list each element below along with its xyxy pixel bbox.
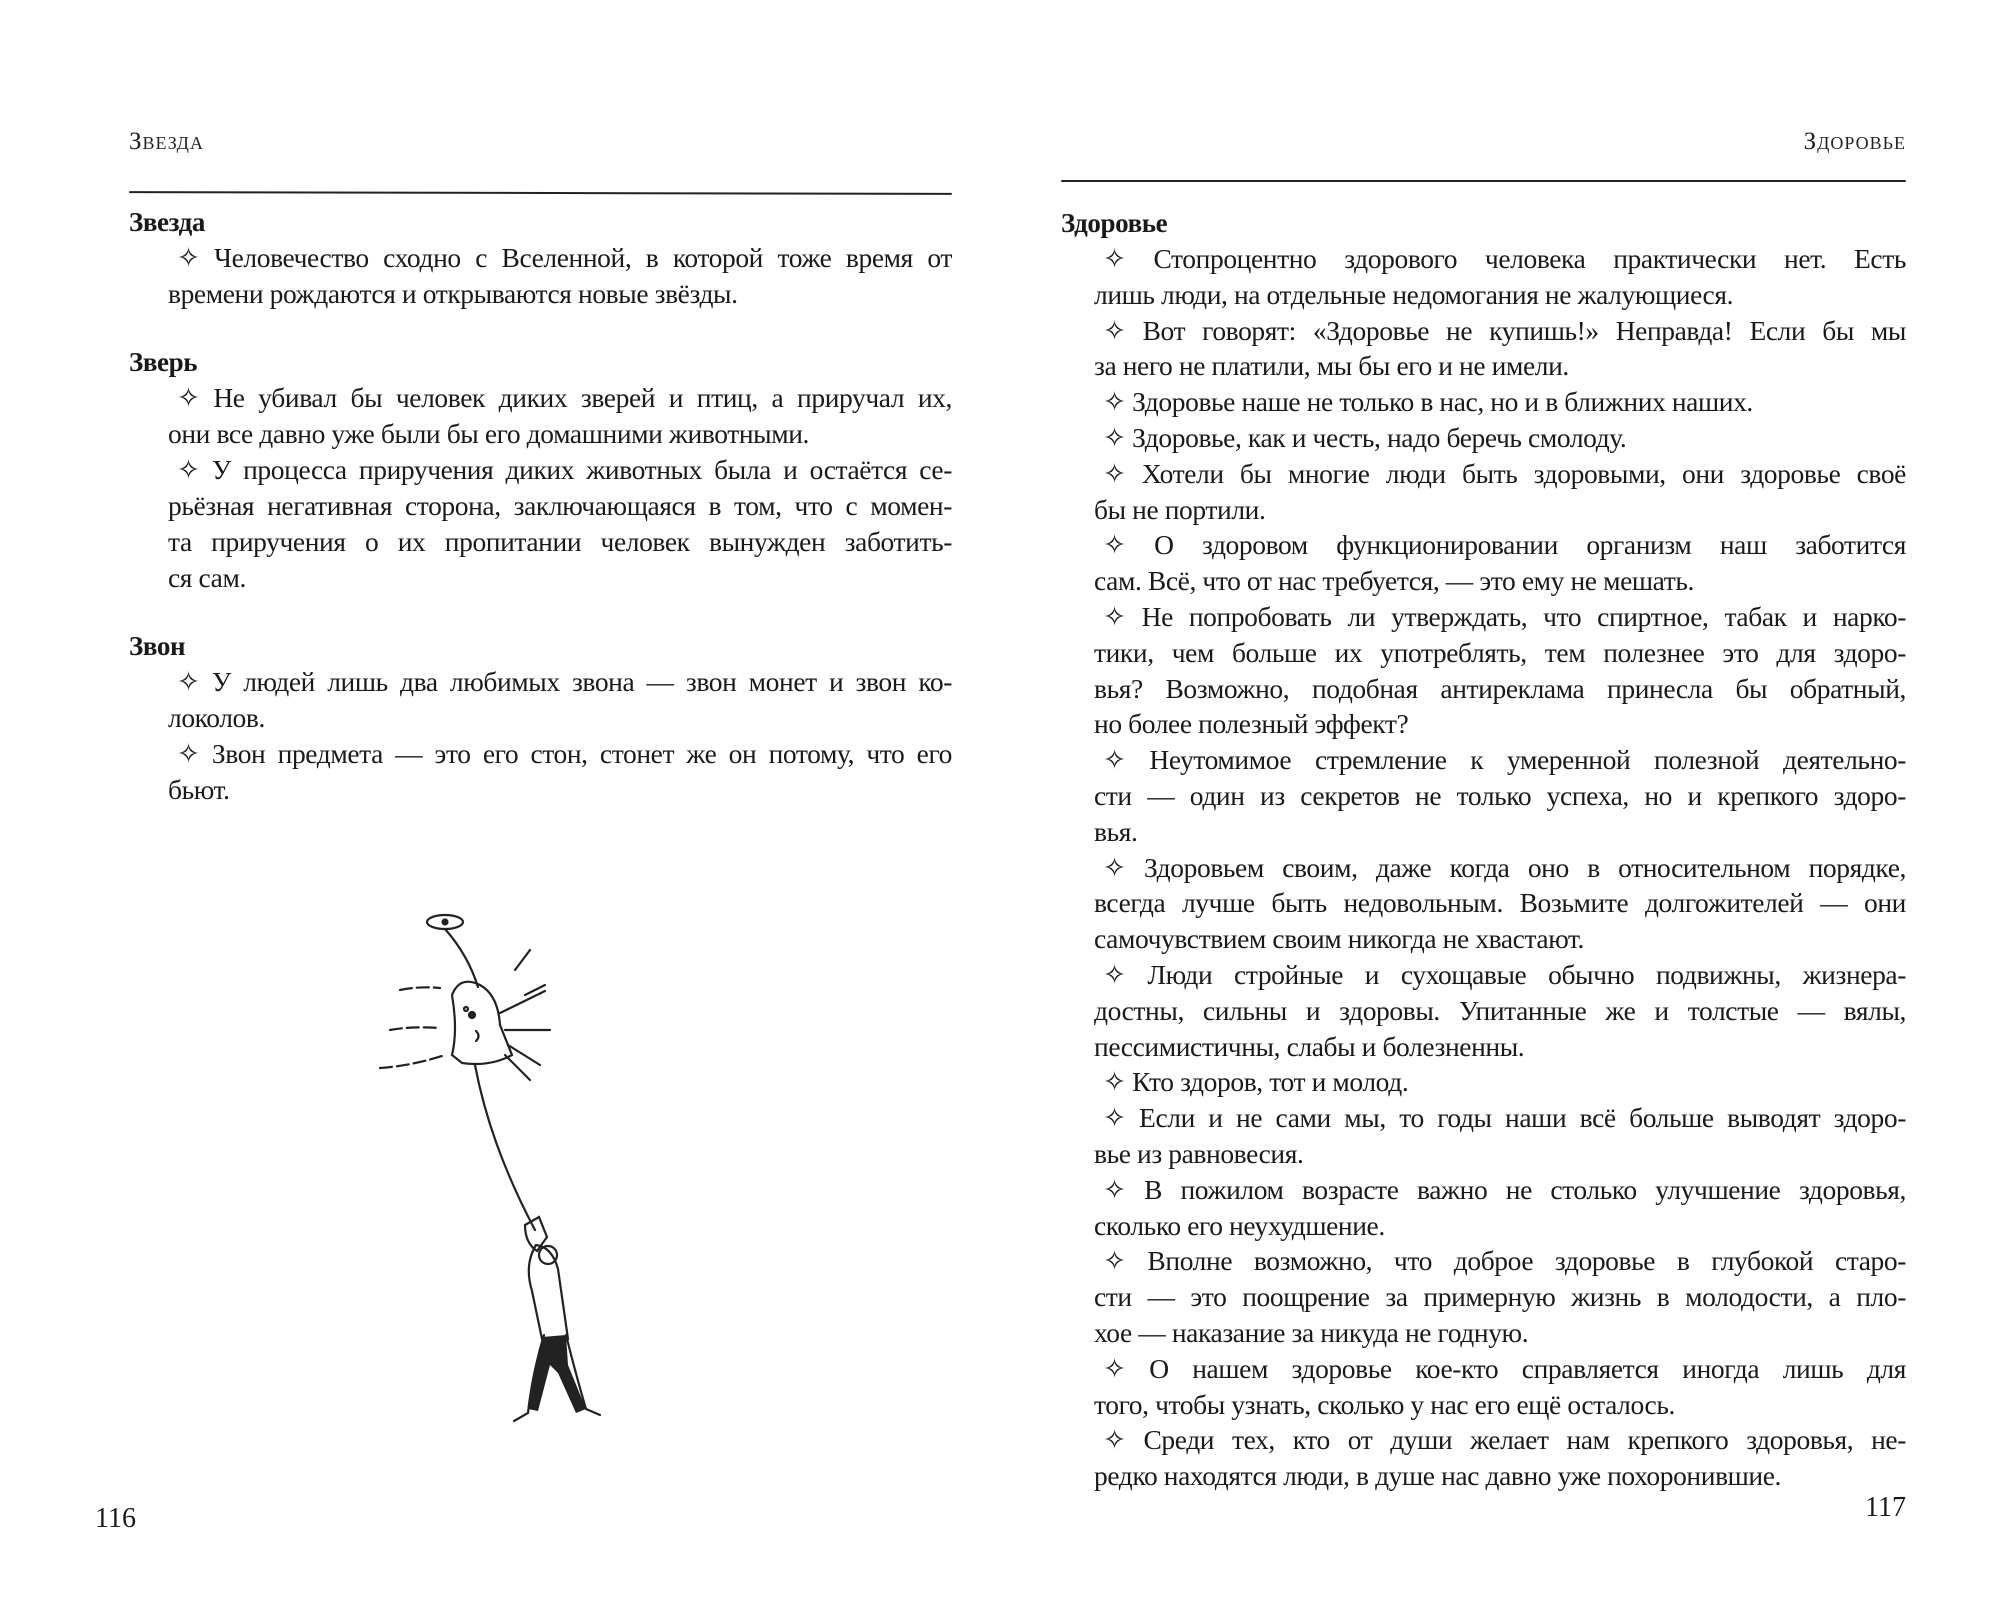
text-line: бьют. [168, 774, 230, 805]
text-line: ✧ Стопроцентно здорового человека практически нет. Есть [1103, 243, 1906, 274]
entry-section [1061, 205, 1906, 1494]
entry-heading: Зверь [129, 347, 198, 377]
text-line: та приручения о их пропитании человек вынужден заботить- [168, 526, 952, 557]
running-head-right: Здоровье [1803, 128, 1906, 155]
text-line: сти — это поощрение за примерную жизнь в молодости, а пло- [1094, 1281, 1906, 1313]
text-line: рьёзная негативная сторона, заключающаяся в том, что с момен- [168, 490, 952, 521]
text-line: пессимистичны, слабы и болезненны. [1094, 1030, 1525, 1062]
bell-and-man-illustration [340, 895, 660, 1455]
aphorism-paragraph [1094, 1172, 1906, 1244]
running-head-left: Звезда [129, 128, 204, 155]
entry-heading: Звезда [129, 207, 205, 237]
text-line: ✧ Здоровье наше не только в нас, но и в ближних наших. [1103, 386, 1753, 418]
text-line: бы не портили. [1094, 493, 1266, 525]
text-line: ✧ У процесса приручения диких животных была и остаётся се- [177, 454, 952, 485]
text-line: локолов. [168, 702, 265, 733]
right-column [1061, 205, 1906, 1494]
text-line: за него не платили, мы бы его и не имели. [1094, 350, 1569, 382]
text-line: ✧ Если и не сами мы, то годы наши всё больше выводят здоро- [1103, 1102, 1906, 1134]
aphorism-paragraph [168, 664, 952, 736]
text-line: всегда лучше быть недовольным. Возьмите долгожителей — они [1094, 887, 1906, 919]
aphorism-paragraph [168, 736, 952, 808]
text-line: достны, сильны и здоровы. Упитанные же и толстые — вялы, [1094, 994, 1906, 1026]
text-line: ✧ Здоровьем своим, даже когда оно в относительном порядке, [1103, 851, 1906, 883]
aphorism-paragraph [168, 240, 952, 312]
entry-heading: Здоровье [1061, 208, 1168, 238]
text-line: хое — наказание за никуда не годную. [1094, 1316, 1529, 1348]
header-rule-right [1061, 180, 1906, 182]
text-line: вья? Возможно, подобная антиреклама принесла бы обратный, [1094, 672, 1906, 704]
aphorism-paragraph [1094, 527, 1906, 599]
text-line: вье из равновесия. [1094, 1137, 1304, 1169]
text-line: ✧ В пожилом возрасте важно не столько улучшение здоровья, [1103, 1173, 1906, 1205]
aphorism-paragraph [1094, 742, 1906, 849]
text-line: ✧ О здоровом функционировании организм наш заботится [1103, 529, 1906, 561]
text-line: но более полезный эффект? [1094, 708, 1409, 740]
aphorism-paragraph [1094, 1351, 1906, 1423]
entry-section [129, 344, 952, 596]
entry-body [129, 664, 952, 808]
aphorism-paragraph [1094, 599, 1906, 742]
text-line: сам. Всё, что от нас требуется, — это ему не мешать. [1094, 565, 1695, 597]
page-number-right: 117 [1865, 1492, 1906, 1523]
text-line: тики, чем больше их употреблять, тем полезнее это для здоро- [1094, 636, 1906, 668]
entry-body [129, 380, 952, 596]
text-line: ✧ Кто здоров, тот и молод. [1103, 1066, 1409, 1098]
entry-body [129, 240, 952, 312]
text-line: ся сам. [168, 562, 246, 593]
entry-heading: Звон [129, 631, 186, 661]
text-line: сти — один из секретов не только успеха, но и крепкого здоро- [1094, 779, 1906, 811]
text-line: ✧ Среди тех, кто от души желает нам крепкого здоровья, не- [1103, 1424, 1906, 1456]
text-line: ✧ Звон предмета — это его стон, стонет же он потому, что его [177, 738, 952, 769]
aphorism-paragraph [168, 380, 952, 452]
text-line: ✧ У людей лишь два любимых звона — звон монет и звон ко- [177, 666, 952, 697]
text-line: времени рождаются и открываются новые звёзды. [168, 278, 738, 309]
entry-body [1061, 241, 1906, 1494]
text-line: ✧ Не убивал бы человек диких зверей и птиц, а приручал их, [177, 382, 952, 413]
text-line: вья. [1094, 815, 1138, 847]
text-line: ✧ Вполне возможно, что доброе здоровье в глубокой старо- [1103, 1245, 1906, 1277]
aphorism-paragraph [1094, 957, 1906, 1064]
text-line: ✧ Хотели бы многие люди быть здоровыми, они здоровье своё [1103, 457, 1906, 489]
text-line: самочувствием своим никогда не хвастают. [1094, 923, 1585, 955]
aphorism-paragraph [1094, 420, 1906, 456]
text-line: лишь люди, на отдельные недомогания не жалующиеся. [1094, 278, 1734, 310]
text-line: они все давно уже были бы его домашними животными. [168, 418, 810, 449]
text-line: ✧ Вот говорят: «Здоровье не купишь!» Неправда! Если бы мы [1103, 314, 1906, 346]
left-column [129, 204, 952, 808]
aphorism-paragraph [1094, 1422, 1906, 1494]
aphorism-paragraph [1094, 456, 1906, 528]
entry-section [129, 628, 952, 808]
text-line: ✧ Неутомимое стремление к умеренной полезной деятельно- [1103, 744, 1906, 776]
text-line: сколько его неухудшение. [1094, 1209, 1385, 1241]
aphorism-paragraph [1094, 241, 1906, 313]
aphorism-paragraph [1094, 1243, 1906, 1350]
text-line: редко находятся люди, в душе нас давно уже похоронившие. [1094, 1460, 1782, 1492]
aphorism-paragraph [1094, 1064, 1906, 1100]
entry-section [129, 204, 952, 312]
text-line: ✧ Люди стройные и сухощавые обычно подвижны, жизнера- [1103, 958, 1906, 990]
aphorism-paragraph [168, 452, 952, 596]
text-line: ✧ Человечество сходно с Вселенной, в которой тоже время от [177, 242, 952, 273]
aphorism-paragraph [1094, 313, 1906, 385]
header-rule-left [129, 191, 952, 195]
aphorism-paragraph [1094, 850, 1906, 957]
aphorism-paragraph [1094, 384, 1906, 420]
text-line: ✧ О нашем здоровье кое-кто справляется иногда лишь для [1103, 1352, 1906, 1384]
text-line: того, чтобы узнать, сколько у нас его ещё осталось. [1094, 1388, 1675, 1420]
aphorism-paragraph [1094, 1100, 1906, 1172]
text-line: ✧ Не попробовать ли утверждать, что спиртное, табак и нарко- [1103, 600, 1906, 632]
page-number-left: 116 [95, 1503, 136, 1534]
text-line: ✧ Здоровье, как и честь, надо беречь смолоду. [1103, 421, 1627, 453]
